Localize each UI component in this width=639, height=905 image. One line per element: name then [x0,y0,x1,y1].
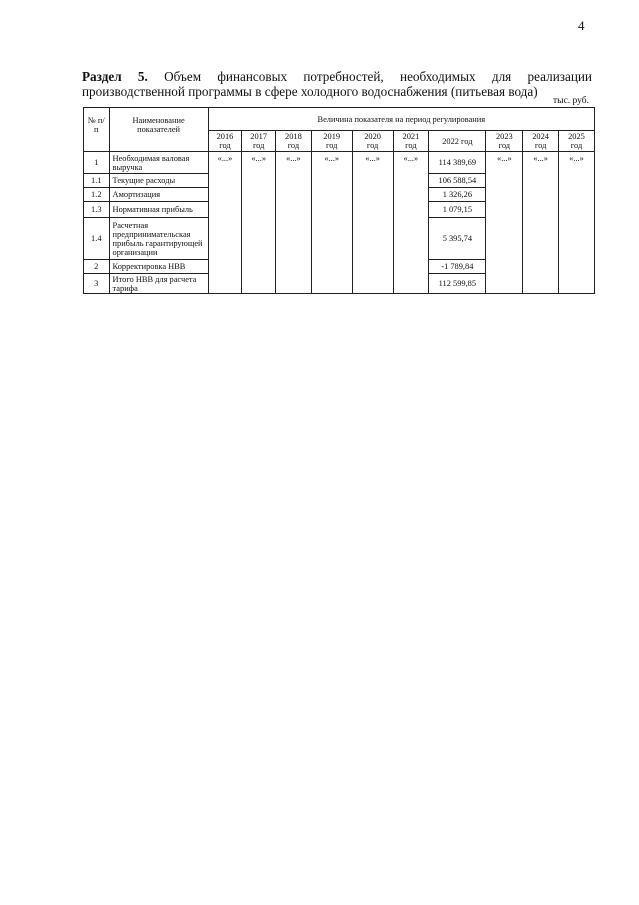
header-year [393,131,429,152]
header-year [486,131,523,152]
header-year-suffix: год [366,141,379,150]
header-year-value: 2017 [250,132,268,141]
row-number: 1.2 [84,188,110,202]
table-header-row [84,108,595,131]
row-name: Нормативная прибыль [109,202,208,218]
section-label: Раздел 5. [82,69,148,84]
placeholder-cell: «...» [393,152,429,294]
row-name: Амортизация [109,188,208,202]
header-name: Наименование показателей [109,108,208,152]
header-year-value: 2022 год [442,136,473,146]
header-year [208,131,242,152]
header-year [523,131,559,152]
financial-needs-table [83,107,595,294]
placeholder-cell: «...» [558,152,594,294]
row-name: Расчетная предпринимательская прибыль гарантирующей организации [109,218,208,260]
row-name: Итого НВВ для расчета тарифа [109,274,208,294]
header-year-suffix: год [325,141,338,150]
header-year [429,131,486,152]
placeholder-cell: «...» [352,152,393,294]
header-year-value: 2019 [323,132,341,141]
row-name: Корректировка НВВ [109,260,208,274]
header-year-value: 2016 [216,132,234,141]
row-name: Необходимая валовая выручка [109,152,208,174]
header-year [558,131,594,152]
header-year-suffix: год [570,141,583,150]
placeholder-cell: «...» [276,152,312,294]
table-row [84,152,595,174]
placeholder-cell: «...» [208,152,242,294]
unit-label: тыс. руб. [553,96,589,106]
header-year-suffix: год [498,141,511,150]
page-number: 4 [578,18,585,33]
placeholder-cell: «...» [486,152,523,294]
value-2022: 106 588,54 [429,174,486,188]
header-year-value: 2020 [364,132,381,141]
header-year-suffix: год [219,141,231,150]
value-2022: 5 395,74 [429,218,486,260]
row-number: 2 [84,260,110,274]
header-year-value: 2024 [532,132,549,141]
header-year [311,131,352,152]
section-heading [82,69,592,99]
placeholder-cell: «...» [523,152,559,294]
header-period: Величина показателя на период регулирования [208,108,594,131]
header-year-suffix: год [534,141,547,150]
row-number: 1.3 [84,202,110,218]
placeholder-cell: «...» [242,152,276,294]
row-number: 1.4 [84,218,110,260]
header-year-suffix: год [405,141,417,150]
header-year-value: 2018 [285,132,302,141]
header-year-value: 2021 [402,132,420,141]
value-2022: 114 389,69 [429,152,486,174]
header-year-value: 2025 [568,132,585,141]
header-year [352,131,393,152]
placeholder-cell: «...» [311,152,352,294]
value-2022: 1 326,26 [429,188,486,202]
value-2022: 112 599,85 [429,274,486,294]
value-2022: 1 079,15 [429,202,486,218]
header-year-suffix: год [252,141,265,150]
row-name: Текущие расходы [109,174,208,188]
row-number: 1.1 [84,174,110,188]
row-number: 3 [84,274,110,294]
header-year [242,131,276,152]
row-number: 1 [84,152,110,174]
value-2022: -1 789,84 [429,260,486,274]
header-year-value: 2023 [495,132,513,141]
header-year [276,131,312,152]
header-no: № п/п [84,108,110,152]
section-title: Объем финансовых потребностей, необходимых для реализации производственной программы в сфере холодного водоснабжения (питьевая вода) [82,69,592,99]
header-year-suffix: год [287,141,300,150]
